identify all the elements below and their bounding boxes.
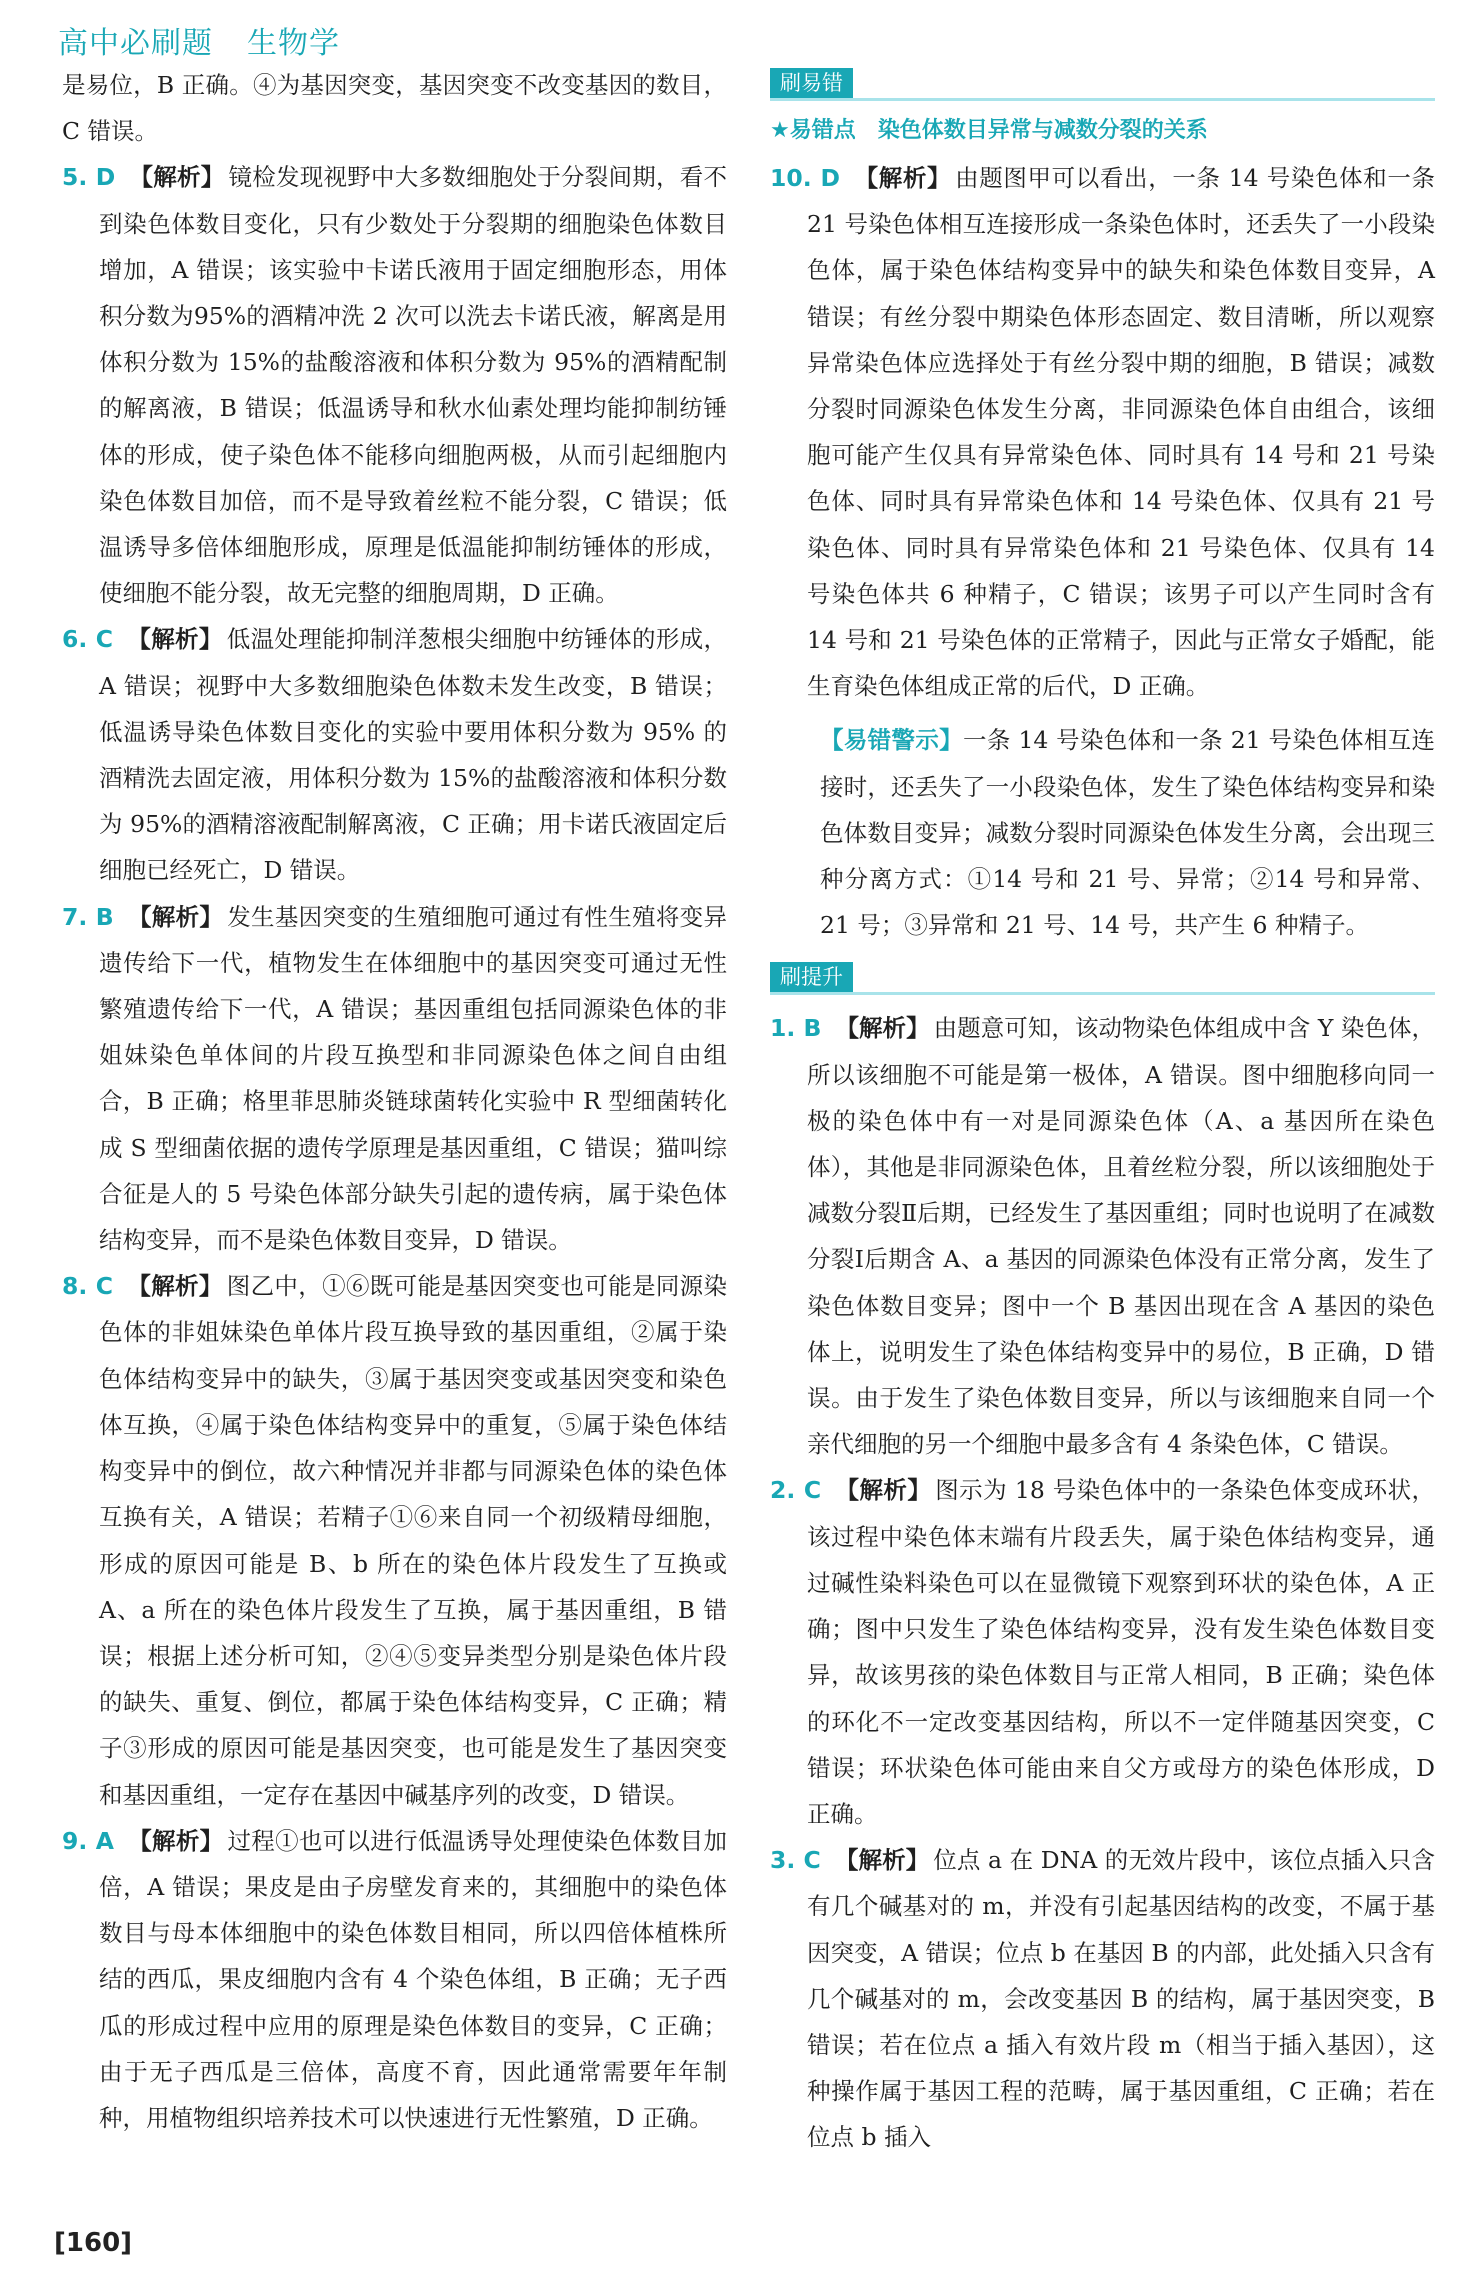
question-number: 8. C [62,1272,114,1301]
series-title: 高中必刷题 [58,26,213,61]
answer-item-8 [62,1263,727,1817]
question-number: 9. A [62,1826,114,1855]
answer-text: 镜检发现视野中大多数细胞处于分裂间期，看不到染色体数目变化，只有少数处于分裂期的细胞染色体数目增加，A 错误；该实验中卡诺氏液用于固定细胞形态，用体积分数为95%的酒精冲洗 2 次可以洗去卡诺氏液，解离是用体积分数为 15%的盐酸溶液和体积分数为 95%的酒精配制的解离液，B 错误；低温诱导和秋水仙素处理均能抑制纺锤体的形成，使子染色体不能移向细胞两极，从而引起细胞内染色体数目加倍，而不是导致着丝粒不能分裂，C 错误；低温诱导多倍体细胞形成，原理是低温能抑制纺锤体的形成，使细胞不能分裂，故无完整的细胞周期，D 正确。 [99,163,728,608]
answer-text: 由题意可知，该动物染色体组成中含 Y 染色体，所以该细胞不可能是第一极体，A 错误。图中细胞移向同一极的染色体中有一对是同源染色体（A、a 基因所在染色体），其他是非同源染色体，且着丝粒分裂，所以该细胞处于减数分裂Ⅱ后期，已经发生了基因重组；同时也说明了在减数分裂Ⅰ后期含 A、a 基因的同源染色体没有正常分离，发生了染色体数目变异；图中一个 B 基因出现在含 A 基因的染色体上，说明发生了染色体结构变异中的易位，B 正确，D 错误。由于发生了染色体数目变异，所以与该细胞来自同一个亲代细胞的另一个细胞中最多含有 4 条染色体，C 错误。 [807,1014,1436,1459]
answer-item-5 [62,154,727,616]
analysis-label: 【解析】 [127,625,223,654]
section-bar-improve [770,962,1435,995]
question-number: 10. D [770,164,840,192]
question-number: 6. C [62,625,114,654]
answer-text: 位点 a 在 DNA 的无效片段中，该位点插入只含有几个碱基对的 m，并没有引起基因结构的改变，不属于基因突变，A 错误；位点 b 在基因 B 的内部，此处插入只含有几个碱基对的 m，会改变基因 B 的结构，属于基因突变，B 错误；若在位点 a 插入有效片段 m（相当于插入基因），这种操作属于基因工程的范畴，属于基因重组，C 正确；若在位点 b 插入 [807,1846,1435,2152]
question-number: 3. C [770,1846,821,1875]
question-number: 5. D [62,163,116,192]
answer-text: 由题图甲可以看出，一条 14 号染色体和一条 21 号染色体相互连接形成一条染色体时，还丢失了一小段染色体，属于染色体结构变异中的缺失和染色体数目变异，A 错误；有丝分裂中期染色体形态固定、数目清晰，所以观察异常染色体应选择处于有丝分裂中期的细胞，B 错误；减数分裂时同源染色体发生分离，非同源染色体自由组合，该细胞可能产生仅具有异常染色体、同时具有 14 号和 21 号染色体、同时具有异常染色体和 14 号染色体、仅具有 21 号染色体、同时具有异常染色体和 21 号染色体、仅具有 14 号染色体共 6 种精子，C 错误；该男子可以产生同时含有 14 号和 21 号染色体的正常精子，因此与正常女子婚配，能生育染色体组成正常的后代，D 正确。 [807,164,1435,701]
answer-text: 发生基因突变的生殖细胞可通过有性生殖将变异遗传给下一代，植物发生在体细胞中的基因突变可通过无性繁殖遗传给下一代，A 错误；基因重组包括同源染色体的非姐妹染色单体间的片段互换型和非同源染色体之间自由组合，B 正确；格里菲思肺炎链球菌转化实验中 R 型细菌转化成 S 型细菌依据的遗传学原理是基因重组，C 错误；猫叫综合征是人的 5 号染色体部分缺失引起的遗传病，属于染色体结构变异，而不是染色体数目变异，D 错误。 [99,902,727,1255]
question-number: 1. B [770,1014,822,1043]
error-point-heading: ★易错点 染色体数目异常与减数分裂的关系 [770,118,1208,143]
answer-text: 低温处理能抑制洋葱根尖细胞中纺锤体的形成，A 错误；视野中大多数细胞染色体数未发生改变，B 错误；低温诱导染色体数目变化的实验中要用体积分数为 95% 的酒精洗去固定液，用体积分数为 15%的盐酸溶液和体积分数为 95%的酒精溶液配制解离液，C 正确；用卡诺氏液固定后细胞已经死亡，D 错误。 [99,625,728,885]
answer-item-10 [770,155,1435,709]
page-number: [160] [54,2228,133,2258]
analysis-label: 【解析】 [127,902,224,931]
answer-item-3 [770,1837,1435,2160]
question-number: 2. C [770,1476,822,1505]
left-column [62,62,727,2141]
continuation-text: 是易位，B 正确。④为基因突变，基因突变不改变基因的数目，C 错误。 [62,71,727,146]
warning-label: 【易错警示】 [820,726,963,755]
answer-item-2 [770,1467,1435,1837]
page-header [58,18,340,62]
answer-item-9 [62,1818,727,2141]
answer-text: 图示为 18 号染色体中的一条染色体变成环状，该过程中染色体末端有片段丢失，属于染色体结构变异，通过碱性染料染色可以在显微镜下观察到环状的染色体，A 正确；图中只发生了染色体结构变异，没有发生染色体数目变异，故该男孩的染色体数目与正常人相同，B 正确；染色体的环化不一定改变基因结构，所以不一定伴随基因突变，C 错误；环状染色体可能由来自父方或母方的染色体形成，D 正确。 [807,1476,1436,1828]
section-tag: 刷提升 [770,962,853,992]
warning-text: 一条 14 号染色体和一条 21 号染色体相互连接时，还丢失了一小段染色体，发生了染色体结构变异和染色体数目变异；减数分裂时同源染色体发生分离，会出现三种分离方式：①14 号和 21 号、异常；②14 号和异常、21 号；③异常和 21 号、14 号，共产生 6 种精子。 [820,726,1436,940]
answer-item-6 [62,616,727,893]
analysis-label: 【解析】 [835,1476,932,1505]
analysis-label: 【解析】 [127,1272,223,1301]
answer-item-1 [770,1005,1435,1467]
analysis-label: 【解析】 [834,1846,930,1875]
question-number: 7. B [62,902,114,931]
section-tag: 刷易错 [770,68,853,98]
right-column [770,62,1435,2161]
answer-text: 过程①也可以进行低温诱导处理使染色体数目加倍，A 错误；果皮是由子房壁发育来的，其细胞中的染色体数目与母本体细胞中的染色体数目相同，所以四倍体植株所结的西瓜，果皮细胞内含有 4 个染色体组，B 正确；无子西瓜的形成过程中应用的原理是染色体数目的变异，C 正确；由于无子西瓜是三倍体，高度不育，因此通常需要年年制种，用植物组织培养技术可以快速进行无性繁殖，D 正确。 [99,1826,728,2132]
analysis-label: 【解析】 [835,1014,930,1043]
section-bar-errors [770,68,1435,101]
analysis-label: 【解析】 [853,164,952,192]
subject-title: 生物学 [247,26,340,61]
answer-item-7 [62,894,727,1264]
error-warning [770,717,1435,948]
answer-text: 图乙中，①⑥既可能是基因突变也可能是同源染色体的非姐妹染色单体片段互换导致的基因重组，②属于染色体结构变异中的缺失，③属于基因突变或基因突变和染色体互换，④属于染色体结构变异中的重复，⑤属于染色体结构变异中的倒位，故六种情况并非都与同源染色体的染色体互换有关，A 错误；若精子①⑥来自同一个初级精母细胞，形成的原因可能是 B、b 所在的染色体片段发生了互换或 A、a 所在的染色体片段发生了互换，属于基因重组，B 错误；根据上述分析可知，②④⑤变异类型分别是染色体片段的缺失、重复、倒位，都属于染色体结构变异，C 正确；精子③形成的原因可能是基因突变，也可能是发生了基因突变和基因重组，一定存在基因中碱基序列的改变，D 错误。 [99,1272,728,1809]
analysis-label: 【解析】 [129,163,225,192]
analysis-label: 【解析】 [127,1826,224,1855]
